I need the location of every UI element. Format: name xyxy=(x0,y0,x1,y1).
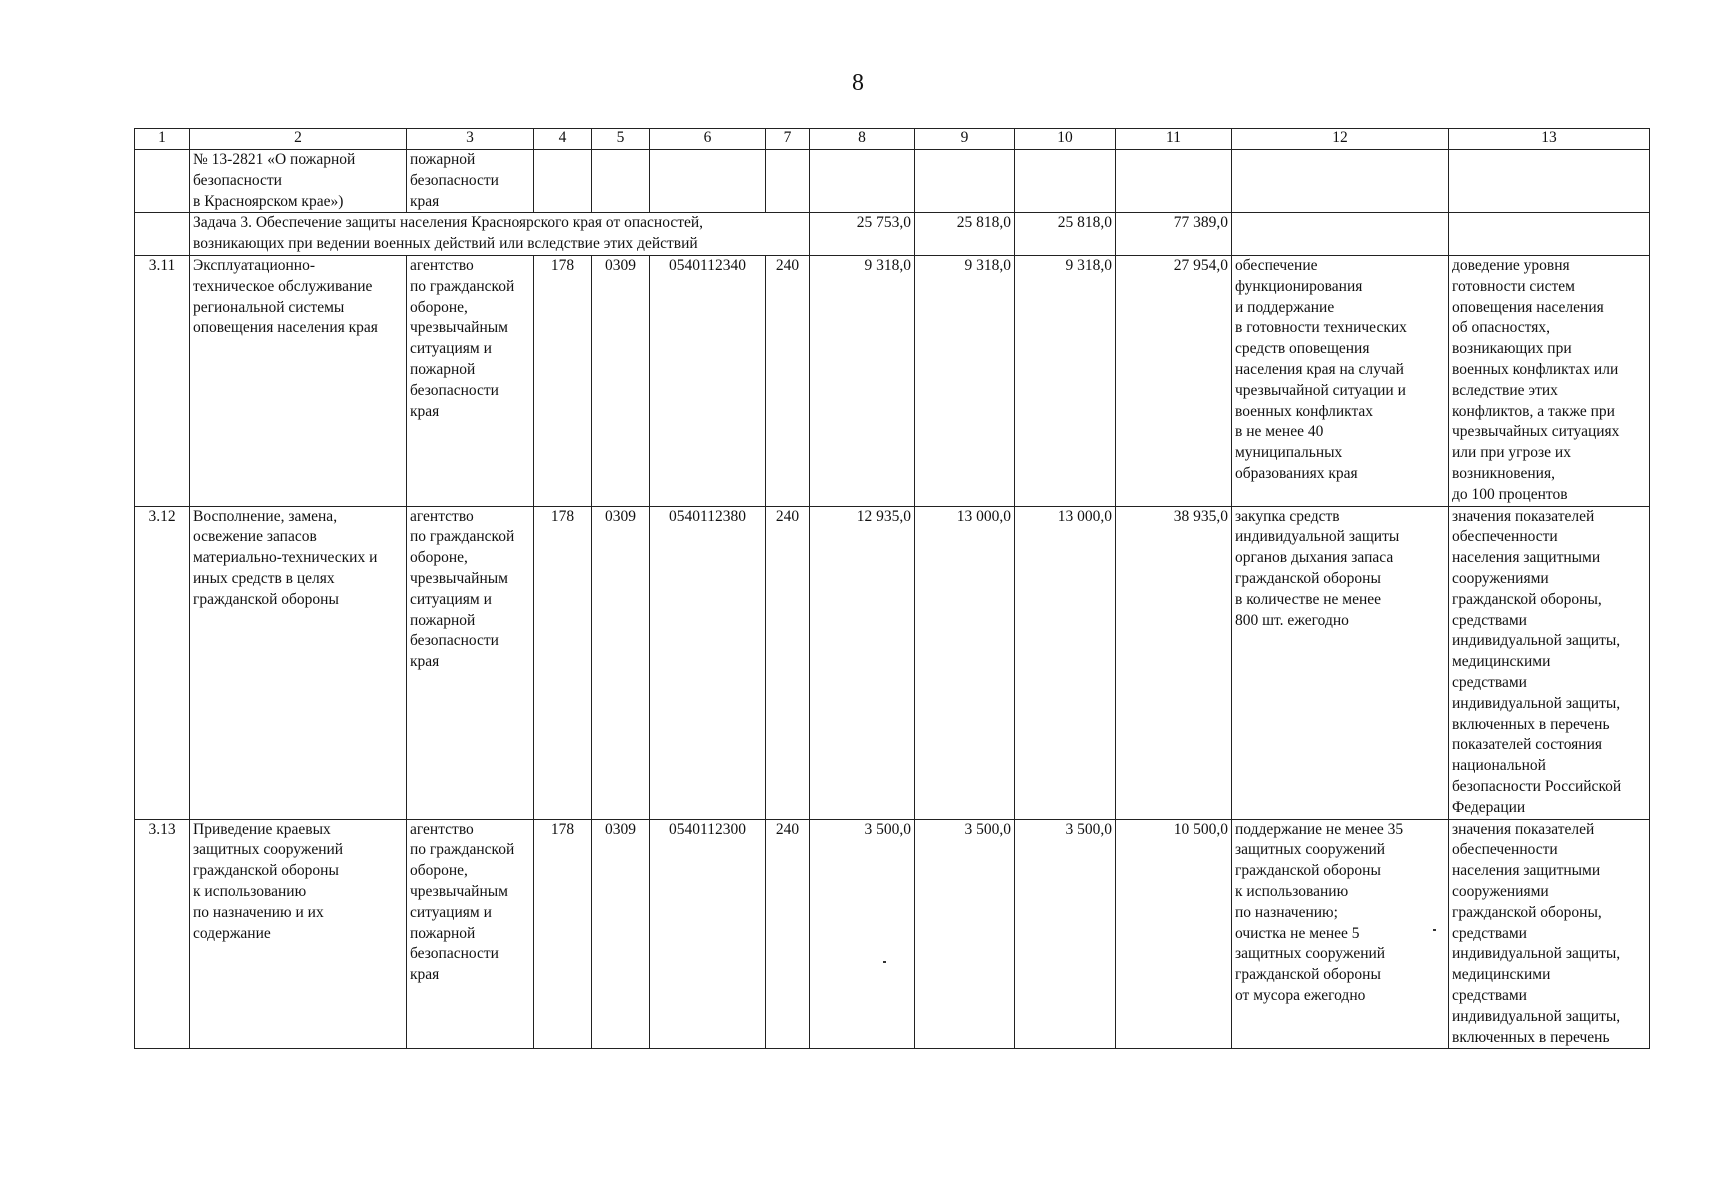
amount-cell: 3 500,0 xyxy=(810,819,915,1049)
column-header: 9 xyxy=(915,129,1015,150)
expected-result-cell xyxy=(1232,213,1449,256)
expected-result-cell: закупка средств индивидуальной защиты органов дыхания запаса гражданской обороны в количестве не менее 800 шт. ежегодно xyxy=(1232,506,1449,819)
grbs-code-cell: 178 xyxy=(534,255,592,506)
amount-cell: 13 000,0 xyxy=(915,506,1015,819)
amount-cell: 9 318,0 xyxy=(810,255,915,506)
indicator-cell: значения показателей обеспеченности населения защитными сооружениями гражданской обороны, средствами индивидуальной защиты, медицинскими средствами индивидуальной защиты, включенных в перечень показателей состояния национальной безопасности Российской Федерации xyxy=(1449,506,1650,819)
amount-cell: 9 318,0 xyxy=(1015,255,1116,506)
row-number-cell xyxy=(135,150,190,213)
row-number-cell: 3.11 xyxy=(135,255,190,506)
scan-speck xyxy=(883,961,886,963)
table-row-law-continuation xyxy=(135,150,1650,213)
task-title-cell: Задача 3. Обеспечение защиты населения Красноярского края от опасностей, возникающих при ведении военных действий или вследствие этих действий xyxy=(190,213,810,256)
indicator-cell xyxy=(1449,213,1650,256)
column-number-header xyxy=(135,129,1650,150)
target-article-code-cell: 0540112380 xyxy=(650,506,766,819)
amount-cell: 9 318,0 xyxy=(915,255,1015,506)
task-total-cell: 25 753,0 xyxy=(810,213,915,256)
indicator-cell: доведение уровня готовности систем оповещения населения об опасностях, возникающих при военных конфликтах или вследствие этих конфликтов, а также при чрезвычайных ситуациях или при угрозе их возникновения, до 100 процентов xyxy=(1449,255,1650,506)
amount-cell xyxy=(810,150,915,213)
target-article-code-cell: 0540112300 xyxy=(650,819,766,1049)
table-row-task-3 xyxy=(135,213,1650,256)
activity-name-cell: Восполнение, замена, освежение запасов материально-технических и иных средств в целях гражданской обороны xyxy=(190,506,407,819)
code-cell xyxy=(650,150,766,213)
code-cell xyxy=(766,150,810,213)
amount-cell: 10 500,0 xyxy=(1116,819,1232,1049)
responsible-agency-cell: агентство по гражданской обороне, чрезвычайным ситуациям и пожарной безопасности края xyxy=(407,819,534,1049)
scan-speck xyxy=(1433,929,1436,931)
table-row-3-13 xyxy=(135,819,1650,1049)
row-number-cell: 3.13 xyxy=(135,819,190,1049)
table-row-3-12 xyxy=(135,506,1650,819)
column-header: 1 xyxy=(135,129,190,150)
section-code-cell: 0309 xyxy=(592,819,650,1049)
indicator-cell xyxy=(1449,150,1650,213)
column-header: 7 xyxy=(766,129,810,150)
amount-cell: 13 000,0 xyxy=(1015,506,1116,819)
column-header: 2 xyxy=(190,129,407,150)
column-header: 10 xyxy=(1015,129,1116,150)
grbs-code-cell: 178 xyxy=(534,506,592,819)
code-cell xyxy=(592,150,650,213)
table-row-3-11 xyxy=(135,255,1650,506)
amount-cell xyxy=(1015,150,1116,213)
column-header: 11 xyxy=(1116,129,1232,150)
task-total-cell: 77 389,0 xyxy=(1116,213,1232,256)
column-header: 8 xyxy=(810,129,915,150)
activity-name-cell: № 13-2821 «О пожарной безопасности в Красноярском крае») xyxy=(190,150,407,213)
amount-cell: 38 935,0 xyxy=(1116,506,1232,819)
amount-cell xyxy=(915,150,1015,213)
expected-result-cell xyxy=(1232,150,1449,213)
code-cell xyxy=(534,150,592,213)
activity-name-cell: Приведение краевых защитных сооружений гражданской обороны к использованию по назначению и их содержание xyxy=(190,819,407,1049)
responsible-agency-cell: агентство по гражданской обороне, чрезвычайным ситуациям и пожарной безопасности края xyxy=(407,506,534,819)
column-header: 13 xyxy=(1449,129,1650,150)
expense-type-code-cell: 240 xyxy=(766,819,810,1049)
section-code-cell: 0309 xyxy=(592,506,650,819)
amount-cell: 12 935,0 xyxy=(810,506,915,819)
expected-result-cell: поддержание не менее 35 защитных сооружений гражданской обороны к использованию по назначению; очистка не менее 5 защитных сооружений гражданской обороны от мусора ежегодно xyxy=(1232,819,1449,1049)
column-header: 6 xyxy=(650,129,766,150)
target-article-code-cell: 0540112340 xyxy=(650,255,766,506)
column-header: 12 xyxy=(1232,129,1449,150)
responsible-agency-cell: агентство по гражданской обороне, чрезвычайным ситуациям и пожарной безопасности края xyxy=(407,255,534,506)
expense-type-code-cell: 240 xyxy=(766,506,810,819)
column-header: 5 xyxy=(592,129,650,150)
amount-cell xyxy=(1116,150,1232,213)
row-number-cell: 3.12 xyxy=(135,506,190,819)
responsible-agency-cell: пожарной безопасности края xyxy=(407,150,534,213)
column-header: 4 xyxy=(534,129,592,150)
page-number: 8 xyxy=(852,70,864,96)
row-number-cell xyxy=(135,213,190,256)
task-total-cell: 25 818,0 xyxy=(915,213,1015,256)
activity-name-cell: Эксплуатационно- техническое обслуживание региональной системы оповещения населения края xyxy=(190,255,407,506)
expense-type-code-cell: 240 xyxy=(766,255,810,506)
grbs-code-cell: 178 xyxy=(534,819,592,1049)
indicator-cell: значения показателей обеспеченности населения защитными сооружениями гражданской обороны, средствами индивидуальной защиты, медицинскими средствами индивидуальной защиты, включенных в перечень xyxy=(1449,819,1650,1049)
section-code-cell: 0309 xyxy=(592,255,650,506)
expected-result-cell: обеспечение функционирования и поддержание в готовности технических средств оповещения населения края на случай чрезвычайной ситуации и военных конфликтах в не менее 40 муниципальных образованиях края xyxy=(1232,255,1449,506)
column-header: 3 xyxy=(407,129,534,150)
amount-cell: 3 500,0 xyxy=(1015,819,1116,1049)
task-total-cell: 25 818,0 xyxy=(1015,213,1116,256)
amount-cell: 3 500,0 xyxy=(915,819,1015,1049)
program-activities-table xyxy=(134,128,1650,1049)
amount-cell: 27 954,0 xyxy=(1116,255,1232,506)
